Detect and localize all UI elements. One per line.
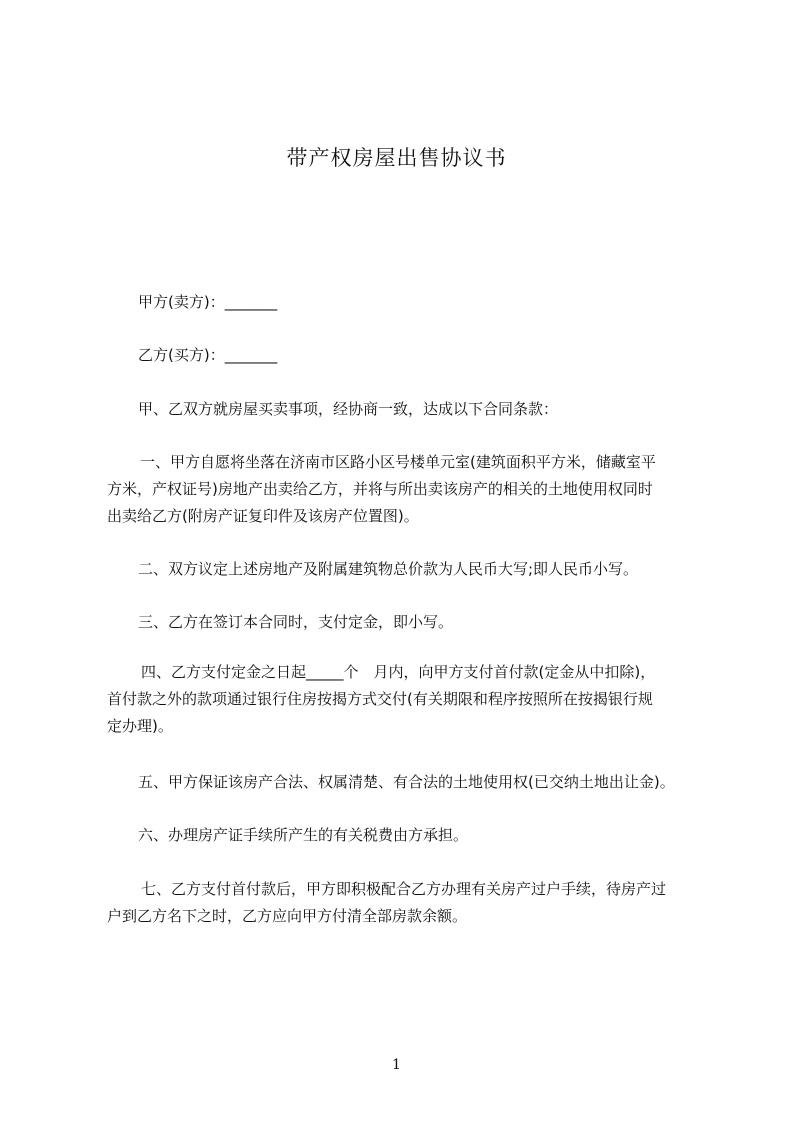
clause-6-paragraph: 六、办理房产证手续所产生的有关税费由方承担。 [138, 826, 469, 844]
clause-1-line-2: 方米，产权证号)房地产出卖给乙方，并将与所出卖该房产的相关的土地使用权同时 [107, 480, 653, 498]
clause-7-line-2: 户到乙方名下之时，乙方应向甲方付清全部房款余额。 [107, 907, 468, 925]
clause-7-line-1: 七、乙方支付首付款后，甲方即积极配合乙方办理有关房产过户手续，待房产过 [141, 880, 667, 898]
party-a-line: 甲方(卖方)：_______ [138, 293, 278, 311]
clause-2-paragraph: 二、双方议定上述房地产及附属建筑物总价款为人民币大写;即人民币小写。 [138, 560, 639, 578]
party-b-line: 乙方(买方)：_______ [138, 346, 278, 364]
clause-4-line-2: 首付款之外的款项通过银行住房按揭方式交付(有关期限和程序按照所在按揭银行规 [107, 690, 653, 708]
clause-4-line-3: 定办理)。 [107, 717, 173, 735]
document-title: 带产权房屋出售协议书 [286, 146, 507, 170]
clause-1-line-1: 一、甲方自愿将坐落在济南市区路小区号楼单元室(建筑面积平方米，储藏室平 [140, 453, 656, 471]
clause-3-paragraph: 三、乙方在签订本合同时，支付定金，即小写。 [138, 613, 454, 631]
clause-5-paragraph: 五、甲方保证该房产合法、权属清楚、有合法的土地使用权(已交纳土地出让金)。 [138, 773, 675, 791]
page-number: 1 [392, 1057, 401, 1073]
clause-1-line-3: 出卖给乙方(附房产证复印件及该房产位置图)。 [107, 507, 419, 525]
clause-4-line-1: 四、乙方支付定金之日起_____个 月内，向甲方支付首付款(定金从中扣除)， [141, 663, 656, 681]
intro-paragraph: 甲、乙双方就房屋买卖事项，经协商一致，达成以下合同条款： [138, 400, 559, 418]
